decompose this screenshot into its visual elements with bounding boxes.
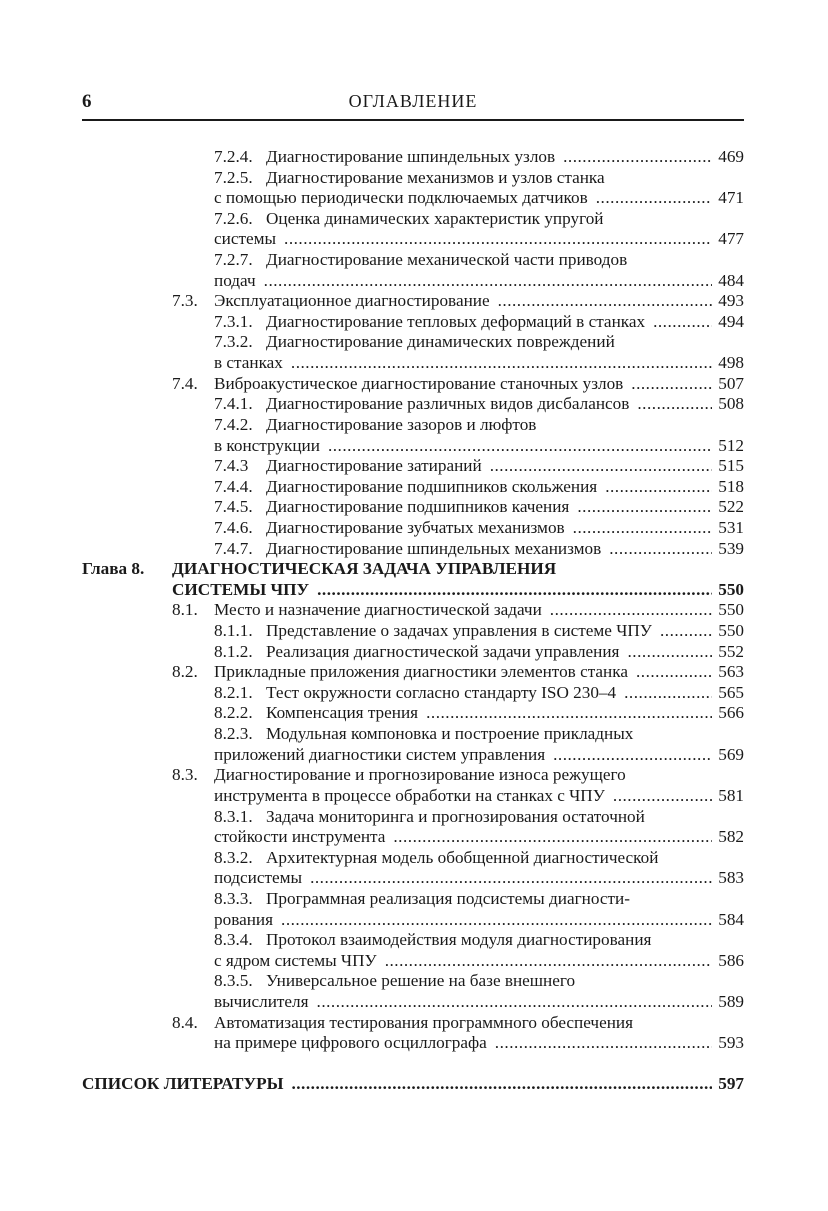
toc-entry-number: 7.4.5. bbox=[214, 497, 253, 517]
toc-entry bbox=[0, 642, 828, 663]
dot-leader bbox=[573, 518, 712, 539]
toc-entry-number: 8.3.3. bbox=[214, 888, 253, 908]
toc-entry-title: Эксплуатационное диагностирование bbox=[214, 291, 490, 311]
dot-leader bbox=[291, 1074, 712, 1095]
toc-entry-page: 469 bbox=[718, 147, 744, 166]
toc-entry-title: Диагностирование подшипников скольжения bbox=[266, 476, 598, 496]
toc-entry-page: 597 bbox=[718, 1074, 744, 1094]
toc-entry-title: СИСТЕМЫ ЧПУ bbox=[172, 579, 310, 599]
page-number: 6 bbox=[82, 91, 92, 112]
toc-entry bbox=[0, 889, 828, 910]
toc-entry bbox=[0, 807, 828, 828]
toc-entry bbox=[0, 456, 828, 477]
toc-entry bbox=[0, 312, 828, 333]
toc-entry-title: Протокол взаимодействия модуля диагностирования bbox=[266, 930, 652, 950]
toc-entry-number: 8.3.1. bbox=[214, 806, 253, 826]
toc-entry bbox=[0, 229, 828, 250]
toc-entry bbox=[0, 745, 828, 766]
toc-entry bbox=[0, 477, 828, 498]
toc-entry-title: Диагностирование подшипников качения bbox=[266, 497, 570, 517]
toc-entry-page: 566 bbox=[718, 703, 744, 723]
toc-entry bbox=[0, 683, 828, 704]
dot-leader bbox=[284, 229, 712, 250]
toc-entry-title: Виброакустическое диагностирование станочных узлов bbox=[214, 373, 624, 393]
toc-entry-title: инструмента в процессе обработки на станках с ЧПУ bbox=[214, 785, 605, 805]
toc-entry-page: 550 bbox=[718, 600, 744, 620]
toc-entry bbox=[0, 827, 828, 848]
toc-entry-page: 550 bbox=[718, 621, 744, 641]
toc-spacer bbox=[0, 1054, 828, 1075]
dot-leader bbox=[631, 374, 712, 395]
dot-leader bbox=[426, 703, 712, 724]
dot-leader bbox=[627, 642, 712, 663]
toc-entry bbox=[0, 724, 828, 745]
toc-entry-title: Диагностирование и прогнозирование износа режущего bbox=[214, 765, 626, 785]
toc-entry-title: Диагностирование тепловых деформаций в станках bbox=[266, 311, 646, 331]
toc-entry-title: с помощью периодически подключаемых датчиков bbox=[214, 188, 588, 208]
toc-entry-page: 565 bbox=[718, 682, 744, 702]
toc-entry-title: Диагностирование динамических повреждений bbox=[266, 332, 615, 352]
toc-entry bbox=[0, 930, 828, 951]
toc-entry-page: 508 bbox=[718, 394, 744, 414]
running-header bbox=[82, 91, 744, 115]
toc-entry-title: с ядром системы ЧПУ bbox=[214, 950, 377, 970]
toc-entry bbox=[0, 910, 828, 931]
toc-entry-page: 581 bbox=[718, 785, 744, 805]
toc-entry-title: Задача мониторинга и прогнозирования остаточной bbox=[266, 806, 645, 826]
toc-entry bbox=[0, 600, 828, 621]
toc-entry-title: Диагностирование зазоров и люфтов bbox=[266, 414, 537, 434]
toc-entry-title: рования bbox=[214, 909, 274, 929]
toc-entry bbox=[0, 332, 828, 353]
toc-entry-page: 522 bbox=[718, 497, 744, 517]
toc-entry bbox=[0, 374, 828, 395]
toc-entry bbox=[0, 271, 828, 292]
dot-leader bbox=[660, 621, 712, 642]
toc-entry-page: 563 bbox=[718, 662, 744, 682]
toc-entry-title: на примере цифрового осциллографа bbox=[214, 1033, 487, 1053]
running-title: ОГЛАВЛЕНИЕ bbox=[348, 91, 478, 111]
toc-entry bbox=[0, 415, 828, 436]
toc-entry-number: 7.4.3 bbox=[214, 456, 249, 476]
toc-entry-number: 8.3.4. bbox=[214, 930, 253, 950]
toc-entry-title: подсистемы bbox=[214, 868, 303, 888]
toc-entry-title: Диагностирование затираний bbox=[266, 456, 482, 476]
toc-entry-title: Реализация диагностической задачи управления bbox=[266, 641, 620, 661]
toc-entry-title: Автоматизация тестирования программного обеспечения bbox=[214, 1012, 634, 1032]
toc-entry-number: 8.4. bbox=[172, 1012, 198, 1032]
toc-entry-title: стойкости инструмента bbox=[214, 827, 386, 847]
toc-entry-number: 8.2.2. bbox=[214, 703, 253, 723]
dot-leader bbox=[553, 745, 712, 766]
toc-entry-page: 593 bbox=[718, 1033, 744, 1053]
toc-entry-number: 7.3. bbox=[172, 291, 198, 311]
toc-entry-title: Модульная компоновка и построение прикладных bbox=[266, 724, 634, 744]
toc-entry-title: Компенсация трения bbox=[266, 703, 419, 723]
toc-entry-number: 8.2. bbox=[172, 662, 198, 682]
toc-entry bbox=[0, 353, 828, 374]
toc-entry-page: 512 bbox=[718, 435, 744, 455]
toc-entry-title: Прикладные приложения диагностики элементов станка bbox=[214, 662, 628, 682]
toc-entry-page: 484 bbox=[718, 270, 744, 290]
dot-leader bbox=[653, 312, 712, 333]
toc-entry-title: Диагностирование различных видов дисбалансов bbox=[266, 394, 630, 414]
toc-entry-title: Диагностирование механизмов и узлов станка bbox=[266, 167, 605, 187]
toc-entry-title: Универсальное решение на базе внешнего bbox=[266, 971, 576, 991]
dot-leader bbox=[563, 147, 712, 168]
toc-entry-number: 7.4.2. bbox=[214, 414, 253, 434]
dot-leader bbox=[490, 456, 712, 477]
toc-entry bbox=[0, 147, 828, 168]
toc-entry bbox=[0, 250, 828, 271]
toc-entry-page: 518 bbox=[718, 476, 744, 496]
toc-entry bbox=[0, 1033, 828, 1054]
toc-entry-page: 552 bbox=[718, 641, 744, 661]
dot-leader bbox=[264, 271, 712, 292]
toc-entry-page: 531 bbox=[718, 517, 744, 537]
dot-leader bbox=[310, 868, 712, 889]
toc-entry-title: ДИАГНОСТИЧЕСКАЯ ЗАДАЧА УПРАВЛЕНИЯ bbox=[172, 559, 557, 579]
dot-leader bbox=[605, 477, 712, 498]
toc-entry bbox=[0, 1013, 828, 1034]
toc-entry-number: 7.3.2. bbox=[214, 332, 253, 352]
toc-entry-title: Диагностирование механической части приводов bbox=[266, 250, 628, 270]
toc-entry bbox=[0, 209, 828, 230]
toc-entry-number: 7.4.4. bbox=[214, 476, 253, 496]
table-of-contents bbox=[0, 147, 828, 1095]
toc-entry bbox=[0, 951, 828, 972]
toc-entry-page: 498 bbox=[718, 353, 744, 373]
toc-entry-number: 7.3.1. bbox=[214, 311, 253, 331]
toc-entry-title: в станках bbox=[214, 353, 283, 373]
dot-leader bbox=[624, 683, 712, 704]
toc-entry-page: 477 bbox=[718, 229, 744, 249]
toc-entry-title: приложений диагностики систем управления bbox=[214, 744, 546, 764]
toc-entry-title: Архитектурная модель обобщенной диагностической bbox=[266, 847, 659, 867]
toc-entry-title: в конструкции bbox=[214, 435, 320, 455]
toc-entry-title: Тест окружности согласно стандарту ISO 230–4 bbox=[266, 682, 617, 702]
toc-entry-number: 7.2.5. bbox=[214, 167, 253, 187]
toc-entry-title: Программная реализация подсистемы диагности- bbox=[266, 888, 630, 908]
toc-entry bbox=[0, 662, 828, 683]
toc-entry bbox=[0, 786, 828, 807]
toc-entry-page: 507 bbox=[718, 373, 744, 393]
toc-entry bbox=[0, 436, 828, 457]
toc-entry bbox=[0, 518, 828, 539]
dot-leader bbox=[317, 992, 712, 1013]
dot-leader bbox=[291, 353, 712, 374]
toc-entry-title: СПИСОК ЛИТЕРАТУРЫ bbox=[82, 1074, 284, 1094]
toc-entry-number: 8.1.1. bbox=[214, 621, 253, 641]
toc-entry-title: системы bbox=[214, 229, 277, 249]
dot-leader bbox=[385, 951, 712, 972]
toc-entry-number: 8.3. bbox=[172, 765, 198, 785]
toc-entry bbox=[0, 971, 828, 992]
toc-entry-number: 7.2.4. bbox=[214, 147, 253, 166]
toc-entry bbox=[0, 621, 828, 642]
toc-entry-title: Место и назначение диагностической задачи bbox=[214, 600, 542, 620]
toc-entry-number: 8.2.3. bbox=[214, 724, 253, 744]
toc-entry-page: 586 bbox=[718, 950, 744, 970]
toc-entry bbox=[0, 188, 828, 209]
toc-entry-title: подач bbox=[214, 270, 256, 290]
dot-leader bbox=[393, 827, 712, 848]
dot-leader bbox=[550, 600, 712, 621]
toc-entry-title: вычислителя bbox=[214, 991, 309, 1011]
dot-leader bbox=[498, 291, 712, 312]
toc-entry bbox=[0, 394, 828, 415]
toc-entry bbox=[0, 1074, 828, 1095]
header-rule bbox=[82, 119, 744, 121]
toc-entry bbox=[0, 559, 828, 580]
dot-leader bbox=[609, 539, 712, 560]
toc-entry-number: 7.4.6. bbox=[214, 517, 253, 537]
toc-entry-number: 7.2.7. bbox=[214, 250, 253, 270]
toc-entry bbox=[0, 868, 828, 889]
toc-entry-title: Диагностирование шпиндельных механизмов bbox=[266, 538, 602, 558]
dot-leader bbox=[317, 580, 712, 601]
toc-entry-number: 8.3.2. bbox=[214, 847, 253, 867]
toc-entry-title: Диагностирование зубчатых механизмов bbox=[266, 517, 565, 537]
toc-entry-number: 7.4.7. bbox=[214, 538, 253, 558]
toc-entry-page: 493 bbox=[718, 291, 744, 311]
dot-leader bbox=[636, 662, 712, 683]
dot-leader bbox=[613, 786, 712, 807]
toc-entry-page: 584 bbox=[718, 909, 744, 929]
toc-entry-page: 471 bbox=[718, 188, 744, 208]
toc-entry-title: Диагностирование шпиндельных узлов bbox=[266, 147, 556, 166]
toc-entry-number: Глава 8. bbox=[82, 559, 145, 579]
toc-entry-page: 569 bbox=[718, 744, 744, 764]
toc-entry bbox=[0, 848, 828, 869]
toc-entry-page: 539 bbox=[718, 538, 744, 558]
toc-entry-number: 7.2.6. bbox=[214, 208, 253, 228]
toc-entry bbox=[0, 992, 828, 1013]
toc-entry-page: 494 bbox=[718, 311, 744, 331]
dot-leader bbox=[281, 910, 712, 931]
toc-entry-number: 8.3.5. bbox=[214, 971, 253, 991]
toc-entry-page: 515 bbox=[718, 456, 744, 476]
toc-entry-number: 8.1. bbox=[172, 600, 198, 620]
toc-entry bbox=[0, 580, 828, 601]
dot-leader bbox=[637, 394, 712, 415]
toc-entry-page: 582 bbox=[718, 827, 744, 847]
dot-leader bbox=[577, 497, 712, 518]
toc-entry-title: Оценка динамических характеристик упругой bbox=[266, 208, 604, 228]
toc-entry-number: 8.1.2. bbox=[214, 641, 253, 661]
toc-entry bbox=[0, 497, 828, 518]
dot-leader bbox=[495, 1033, 712, 1054]
dot-leader bbox=[328, 436, 712, 457]
dot-leader bbox=[596, 188, 712, 209]
toc-entry-number: 7.4.1. bbox=[214, 394, 253, 414]
toc-entry-number: 8.2.1. bbox=[214, 682, 253, 702]
toc-entry-page: 550 bbox=[718, 579, 744, 599]
toc-entry-page: 589 bbox=[718, 991, 744, 1011]
toc-entry bbox=[0, 765, 828, 786]
toc-entry bbox=[0, 703, 828, 724]
toc-entry-page: 583 bbox=[718, 868, 744, 888]
toc-entry-title: Представление о задачах управления в системе ЧПУ bbox=[266, 621, 652, 641]
toc-entry bbox=[0, 539, 828, 560]
toc-entry-number: 7.4. bbox=[172, 373, 198, 393]
toc-entry bbox=[0, 291, 828, 312]
toc-entry bbox=[0, 168, 828, 189]
